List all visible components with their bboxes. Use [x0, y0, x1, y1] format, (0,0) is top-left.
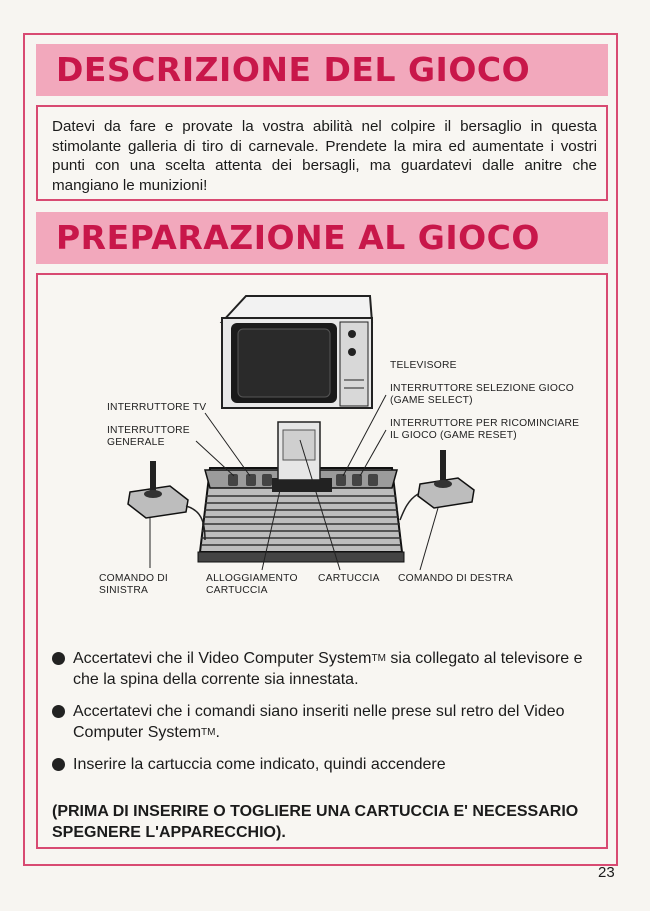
- label-interruttore-generale: INTERRUTTORE GENERALE: [107, 425, 190, 448]
- page-number: 23: [598, 864, 615, 881]
- bullet-dot-icon: [52, 705, 65, 718]
- label-alloggiamento: ALLOGGIAMENTO CARTUCCIA: [206, 573, 298, 596]
- label-game-reset: INTERRUTTORE PER RICOMINCIARE IL GIOCO (GAME RESET): [390, 418, 580, 441]
- label-comando-sinistra: COMANDO DI SINISTRA: [99, 573, 168, 596]
- bullet-dot-icon: [52, 652, 65, 665]
- bullet-item: Accertatevi che il Video Computer System™ sia collegato al televisore e che la spina della corrente sia innestata.: [52, 648, 592, 690]
- right-joystick-illustration: [418, 450, 474, 508]
- bullet-dot-icon: [52, 758, 65, 771]
- label-comando-destra: COMANDO DI DESTRA: [398, 573, 513, 584]
- bullet-item: Inserire la cartuccia come indicato, quindi accendere: [52, 754, 592, 775]
- bullet-item: Accertatevi che i comandi siano inseriti nelle prese sul retro del Video Computer System™.: [52, 701, 592, 743]
- label-interruttore-tv: INTERRUTTORE TV: [107, 402, 207, 413]
- section-title-descrizione: DESCRIZIONE DEL GIOCO: [36, 44, 608, 96]
- label-game-select: INTERRUTTORE SELEZIONE GIOCO (GAME SELECT): [390, 383, 574, 406]
- label-televisore: TELEVISORE: [390, 360, 457, 371]
- warning-text: (PRIMA DI INSERIRE O TOGLIERE UNA CARTUCCIA E' NECESSARIO SPEGNERE L'APPARECCHIO).: [52, 803, 579, 841]
- television-illustration: [222, 296, 372, 408]
- left-joystick-illustration: [128, 461, 188, 518]
- intro-text: Datevi da fare e provate la vostra abilità nel colpire il bersaglio in questa stimolante galleria di tiro di carnevale. Prendete la mira ed aumentate i vostri punti con una scelta attenta dei bersagli, ma guardatevi dalle anitre che mangiano le munizioni!: [52, 118, 597, 194]
- label-cartuccia: CARTUCCIA: [318, 573, 380, 584]
- section-title-preparazione: PREPARAZIONE AL GIOCO: [36, 212, 608, 264]
- bullet-list: [52, 648, 592, 786]
